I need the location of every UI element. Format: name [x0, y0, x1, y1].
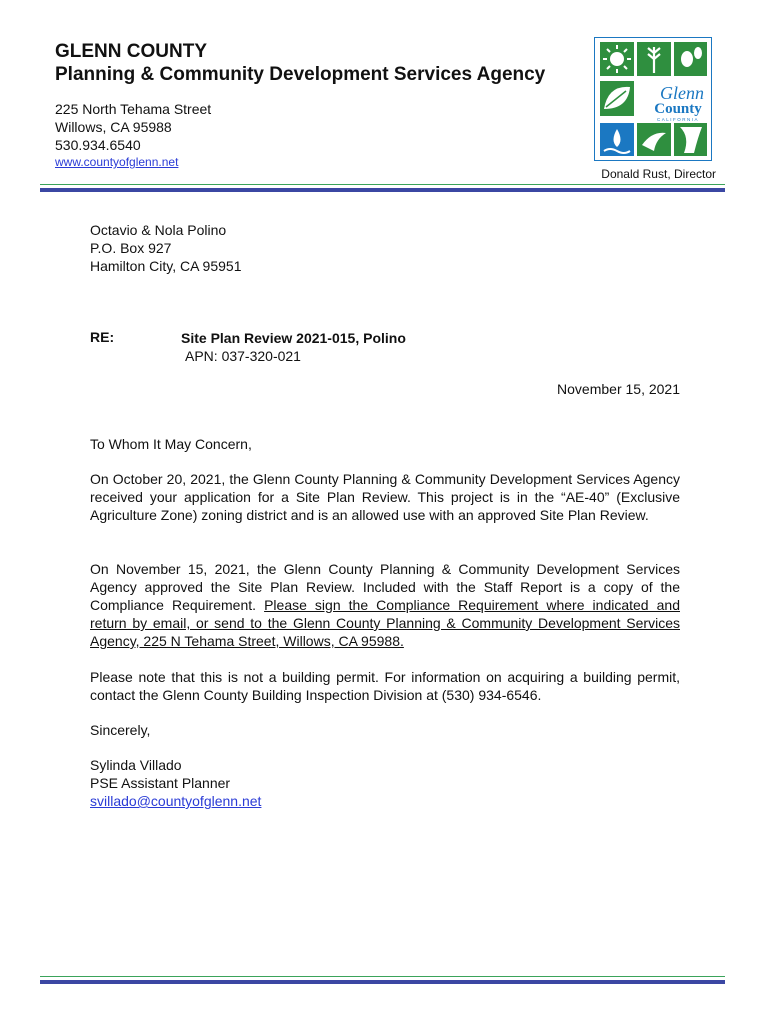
org-city: Willows, CA 95988	[55, 119, 172, 135]
org-address	[55, 100, 211, 169]
paragraph-3: Please note that this is not a building permit. For information on acquiring a building permit, contact the Glenn County Building Inspection Division at (530) 934-6546.	[90, 669, 680, 703]
closing: Sincerely,	[90, 722, 151, 738]
subject-apn: APN: 037-320-021	[185, 348, 301, 364]
paragraph-2-text: On November 15, 2021, the Glenn County Planning & Community Development Services Agency approved the Site Plan Review. Included with the Staff Report is a copy of the Compliance Requirement.	[90, 561, 680, 613]
subject-title: Site Plan Review 2021-015, Polino	[181, 330, 406, 346]
org-name-line1: GLENN COUNTY	[55, 41, 207, 62]
website-link[interactable]: www.countyofglenn.net	[55, 155, 179, 169]
subject-label: RE:	[90, 329, 115, 345]
paragraph-2	[90, 560, 680, 650]
paragraph-2-instructions: Please sign the Compliance Requirement where indicated and return by email, or send to the Glenn County Planning & Community Development Services Agency, 225 N Tehama Street, Willows, CA 95988.	[90, 597, 680, 649]
salutation: To Whom It May Concern,	[90, 436, 252, 452]
signer-title: PSE Assistant Planner	[90, 775, 231, 791]
signature-block	[90, 756, 261, 810]
signer-name: Sylinda Villado	[90, 757, 182, 773]
director-name: Donald Rust, Director	[601, 167, 716, 181]
logo-text-county: County	[654, 101, 702, 117]
recipient-po-box: P.O. Box 927	[90, 240, 172, 256]
org-street: 225 North Tehama Street	[55, 101, 212, 117]
footer-rule-green	[40, 976, 725, 977]
org-name	[55, 40, 545, 86]
header-rule-green	[40, 184, 725, 185]
header-rule-blue	[40, 188, 725, 192]
glenn-county-logo	[594, 37, 712, 161]
logo-text-california: CALIFORNIA	[656, 117, 700, 122]
subject	[181, 329, 406, 365]
recipient-address	[90, 221, 241, 275]
footer-rule-blue	[40, 980, 725, 984]
org-phone: 530.934.6540	[55, 137, 141, 153]
recipient-city: Hamilton City, CA 95951	[90, 258, 242, 274]
letter-date: November 15, 2021	[557, 381, 680, 397]
recipient-name: Octavio & Nola Polino	[90, 222, 227, 238]
paragraph-1: On October 20, 2021, the Glenn County Planning & Community Development Services Agency received your application for a Site Plan Review. This project is in the “AE-40” (Exclusive Agriculture Zone) zoning district and is an allowed use with an approved Site Plan Review.	[90, 471, 680, 523]
logo-text-glenn: Glenn	[660, 83, 704, 103]
signer-email-link[interactable]: svillado@countyofglenn.net	[90, 793, 262, 809]
org-name-line2: Planning & Community Development Services Agency	[55, 64, 546, 85]
